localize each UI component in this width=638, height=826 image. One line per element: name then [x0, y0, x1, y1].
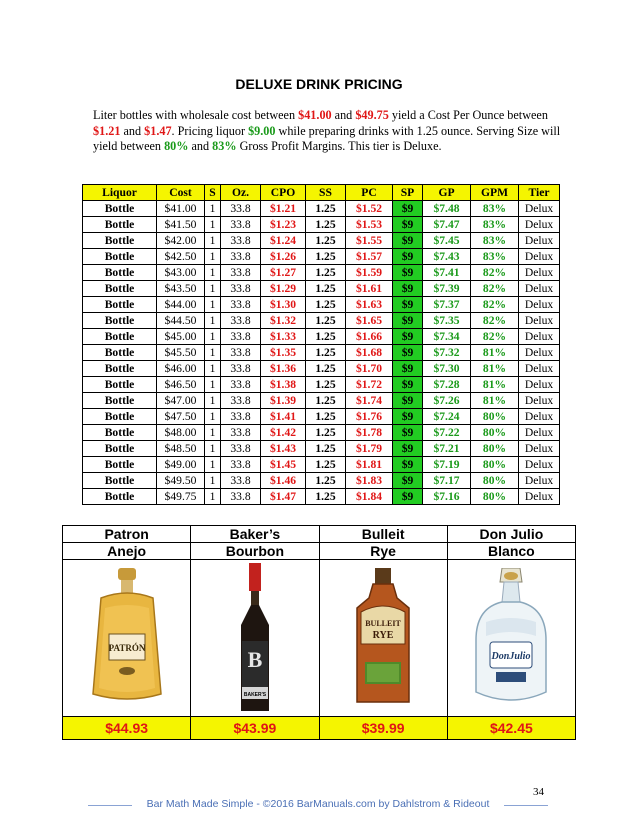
cell-ounces: 33.8	[221, 345, 261, 361]
table-row	[83, 441, 560, 457]
cell-pour-cost: $1.63	[346, 297, 393, 313]
cell-serving-size: 1.25	[306, 217, 346, 233]
bottle-price: $44.93	[63, 717, 191, 740]
table-row	[83, 345, 560, 361]
brand-name: Baker’s	[191, 526, 319, 543]
cpo-high: $1.47	[144, 123, 172, 138]
cell-gross-profit-margin: 81%	[471, 345, 519, 361]
cell-gross-profit: $7.39	[423, 281, 471, 297]
cell-gross-profit-margin: 80%	[471, 457, 519, 473]
table-row	[83, 489, 560, 505]
cell-ounces: 33.8	[221, 457, 261, 473]
cell-cost-per-ounce: $1.45	[261, 457, 306, 473]
cell-liquor: Bottle	[83, 345, 157, 361]
brand-name: Don Julio	[447, 526, 575, 543]
table-row	[83, 281, 560, 297]
cell-cost-per-ounce: $1.39	[261, 393, 306, 409]
cell-pour-cost: $1.57	[346, 249, 393, 265]
cell-selling-price: $9	[393, 393, 423, 409]
cell-tier: Delux	[519, 457, 560, 473]
cell-serving-size: 1.25	[306, 265, 346, 281]
cell-tier: Delux	[519, 297, 560, 313]
cell-liquor: Bottle	[83, 281, 157, 297]
cell-tier: Delux	[519, 473, 560, 489]
brand-name: Bulleit	[319, 526, 447, 543]
cell-servings: 1	[205, 377, 221, 393]
svg-text:BULLEIT: BULLEIT	[365, 619, 401, 628]
cell-tier: Delux	[519, 313, 560, 329]
table-row	[83, 329, 560, 345]
page-title: DELUXE DRINK PRICING	[235, 76, 403, 92]
type-row	[63, 543, 576, 560]
table-row	[83, 233, 560, 249]
table-row	[83, 265, 560, 281]
cell-serving-size: 1.25	[306, 393, 346, 409]
intro-text: and	[188, 139, 213, 153]
cell-pour-cost: $1.59	[346, 265, 393, 281]
table-row	[83, 457, 560, 473]
cell-servings: 1	[205, 409, 221, 425]
cell-selling-price: $9	[393, 249, 423, 265]
cell-serving-size: 1.25	[306, 233, 346, 249]
cell-cost-per-ounce: $1.36	[261, 361, 306, 377]
cell-servings: 1	[205, 249, 221, 265]
cell-liquor: Bottle	[83, 297, 157, 313]
intro-text: Gross Profit Margins. This tier is Deluxe.	[236, 139, 442, 153]
cell-gross-profit: $7.32	[423, 345, 471, 361]
svg-text:PATRÓN: PATRÓN	[108, 643, 145, 653]
cell-pour-cost: $1.76	[346, 409, 393, 425]
cell-selling-price: $9	[393, 345, 423, 361]
cell-pour-cost: $1.65	[346, 313, 393, 329]
cell-tier: Delux	[519, 393, 560, 409]
cell-cost: $44.50	[157, 313, 205, 329]
cell-cost: $42.00	[157, 233, 205, 249]
cell-servings: 1	[205, 313, 221, 329]
cell-cost-per-ounce: $1.29	[261, 281, 306, 297]
cell-cost-per-ounce: $1.43	[261, 441, 306, 457]
price-row	[63, 717, 576, 740]
cell-cost: $48.50	[157, 441, 205, 457]
patron-bottle-image	[63, 560, 191, 717]
cell-ounces: 33.8	[221, 393, 261, 409]
cell-cost: $45.50	[157, 345, 205, 361]
cell-gross-profit-margin: 83%	[471, 233, 519, 249]
page-number: 34	[533, 786, 544, 798]
cell-tier: Delux	[519, 329, 560, 345]
bottle-comparison-table	[62, 525, 576, 740]
cell-ounces: 33.8	[221, 297, 261, 313]
header-ounces: Oz.	[221, 185, 261, 201]
cell-cost: $47.50	[157, 409, 205, 425]
cell-pour-cost: $1.83	[346, 473, 393, 489]
intro-text: and	[331, 108, 356, 122]
cell-tier: Delux	[519, 377, 560, 393]
table-row	[83, 409, 560, 425]
liquor-type: Anejo	[63, 543, 191, 560]
cell-pour-cost: $1.84	[346, 489, 393, 505]
gpm-low: 80%	[164, 139, 189, 153]
cell-tier: Delux	[519, 425, 560, 441]
cell-ounces: 33.8	[221, 425, 261, 441]
intro-text: Liter bottles with wholesale cost between	[93, 108, 299, 122]
cell-ounces: 33.8	[221, 441, 261, 457]
cell-liquor: Bottle	[83, 489, 157, 505]
cell-pour-cost: $1.55	[346, 233, 393, 249]
cell-serving-size: 1.25	[306, 489, 346, 505]
cell-servings: 1	[205, 265, 221, 281]
cell-selling-price: $9	[393, 489, 423, 505]
cell-liquor: Bottle	[83, 409, 157, 425]
svg-text:DonJulio: DonJulio	[491, 651, 531, 662]
cell-selling-price: $9	[393, 457, 423, 473]
cell-cost-per-ounce: $1.33	[261, 329, 306, 345]
cell-liquor: Bottle	[83, 217, 157, 233]
cell-serving-size: 1.25	[306, 377, 346, 393]
cell-cost: $41.50	[157, 217, 205, 233]
liquor-type: Rye	[319, 543, 447, 560]
cell-tier: Delux	[519, 249, 560, 265]
table-row	[83, 249, 560, 265]
table-header-row	[83, 185, 560, 201]
cell-gross-profit: $7.37	[423, 297, 471, 313]
cell-servings: 1	[205, 281, 221, 297]
table-row	[83, 297, 560, 313]
cell-cost-per-ounce: $1.41	[261, 409, 306, 425]
cell-tier: Delux	[519, 409, 560, 425]
cell-gross-profit-margin: 80%	[471, 409, 519, 425]
cell-selling-price: $9	[393, 233, 423, 249]
header-selling-price: SP	[393, 185, 423, 201]
cell-cost: $49.50	[157, 473, 205, 489]
intro-text: while preparing drinks with 1.25 ounce. Serving Size will yield between	[93, 123, 561, 153]
price-value: $9.00	[248, 123, 276, 138]
cell-serving-size: 1.25	[306, 249, 346, 265]
table-row	[83, 217, 560, 233]
cell-cost-per-ounce: $1.32	[261, 313, 306, 329]
cell-gross-profit-margin: 80%	[471, 473, 519, 489]
cell-cost: $41.00	[157, 201, 205, 217]
liquor-type: Blanco	[447, 543, 575, 560]
cell-serving-size: 1.25	[306, 425, 346, 441]
cell-cost-per-ounce: $1.24	[261, 233, 306, 249]
cell-serving-size: 1.25	[306, 281, 346, 297]
cell-serving-size: 1.25	[306, 297, 346, 313]
cell-cost: $48.00	[157, 425, 205, 441]
cell-gross-profit-margin: 82%	[471, 329, 519, 345]
cell-gross-profit-margin: 80%	[471, 441, 519, 457]
don-julio-bottle-image	[447, 560, 575, 717]
cell-pour-cost: $1.52	[346, 201, 393, 217]
cell-tier: Delux	[519, 217, 560, 233]
cell-serving-size: 1.25	[306, 345, 346, 361]
cell-pour-cost: $1.74	[346, 393, 393, 409]
cell-pour-cost: $1.81	[346, 457, 393, 473]
cell-ounces: 33.8	[221, 313, 261, 329]
cell-tier: Delux	[519, 265, 560, 281]
cell-selling-price: $9	[393, 473, 423, 489]
cell-selling-price: $9	[393, 329, 423, 345]
cell-cost: $49.75	[157, 489, 205, 505]
table-row	[83, 201, 560, 217]
cell-liquor: Bottle	[83, 329, 157, 345]
cell-gross-profit: $7.30	[423, 361, 471, 377]
cell-pour-cost: $1.66	[346, 329, 393, 345]
cell-gross-profit: $7.47	[423, 217, 471, 233]
cell-cost: $43.00	[157, 265, 205, 281]
cell-servings: 1	[205, 393, 221, 409]
cell-servings: 1	[205, 233, 221, 249]
cell-selling-price: $9	[393, 425, 423, 441]
cell-liquor: Bottle	[83, 265, 157, 281]
cell-cost-per-ounce: $1.23	[261, 217, 306, 233]
cell-cost: $46.50	[157, 377, 205, 393]
cell-servings: 1	[205, 473, 221, 489]
header-serving-size: SS	[306, 185, 346, 201]
cell-serving-size: 1.25	[306, 409, 346, 425]
cell-liquor: Bottle	[83, 473, 157, 489]
cell-gross-profit: $7.43	[423, 249, 471, 265]
cell-gross-profit: $7.26	[423, 393, 471, 409]
cell-servings: 1	[205, 329, 221, 345]
cell-pour-cost: $1.79	[346, 441, 393, 457]
cell-pour-cost: $1.72	[346, 377, 393, 393]
cell-gross-profit-margin: 81%	[471, 393, 519, 409]
cell-tier: Delux	[519, 345, 560, 361]
cell-serving-size: 1.25	[306, 329, 346, 345]
cell-cost: $45.00	[157, 329, 205, 345]
cell-servings: 1	[205, 217, 221, 233]
brand-name: Patron	[63, 526, 191, 543]
intro-text: and	[120, 123, 145, 138]
cell-ounces: 33.8	[221, 489, 261, 505]
svg-text:RYE: RYE	[372, 630, 394, 641]
header-gross-profit: GP	[423, 185, 471, 201]
table-row	[83, 313, 560, 329]
cell-gross-profit: $7.48	[423, 201, 471, 217]
cell-cost: $42.50	[157, 249, 205, 265]
cell-selling-price: $9	[393, 377, 423, 393]
cell-ounces: 33.8	[221, 249, 261, 265]
cell-cost-per-ounce: $1.46	[261, 473, 306, 489]
cell-servings: 1	[205, 361, 221, 377]
cell-servings: 1	[205, 489, 221, 505]
header-servings: S	[205, 185, 221, 201]
cell-pour-cost: $1.70	[346, 361, 393, 377]
gpm-high: 83%	[212, 139, 237, 153]
cell-tier: Delux	[519, 489, 560, 505]
intro-text: . Pricing liquor	[171, 123, 249, 138]
cell-cost-per-ounce: $1.42	[261, 425, 306, 441]
cell-cost: $47.00	[157, 393, 205, 409]
cell-ounces: 33.8	[221, 329, 261, 345]
cell-servings: 1	[205, 345, 221, 361]
table-row	[83, 425, 560, 441]
bottle-price: $39.99	[319, 717, 447, 740]
header-gross-profit-margin: GPM	[471, 185, 519, 201]
footer-rule-right	[504, 805, 548, 806]
cell-pour-cost: $1.61	[346, 281, 393, 297]
cell-tier: Delux	[519, 201, 560, 217]
cell-selling-price: $9	[393, 297, 423, 313]
cell-gross-profit-margin: 80%	[471, 425, 519, 441]
image-row	[63, 560, 576, 717]
cell-ounces: 33.8	[221, 201, 261, 217]
header-tier: Tier	[519, 185, 560, 201]
cell-gross-profit: $7.41	[423, 265, 471, 281]
footer-text: Bar Math Made Simple - ©2016 BarManuals.com by Dahlstrom & Rideout	[146, 798, 490, 810]
cell-gross-profit-margin: 81%	[471, 361, 519, 377]
cell-gross-profit-margin: 82%	[471, 281, 519, 297]
cell-cost-per-ounce: $1.38	[261, 377, 306, 393]
cell-selling-price: $9	[393, 409, 423, 425]
cell-liquor: Bottle	[83, 313, 157, 329]
cell-gross-profit: $7.24	[423, 409, 471, 425]
cell-gross-profit-margin: 83%	[471, 201, 519, 217]
cell-liquor: Bottle	[83, 393, 157, 409]
cell-cost: $46.00	[157, 361, 205, 377]
pricing-table	[82, 184, 560, 505]
cell-gross-profit: $7.19	[423, 457, 471, 473]
intro-paragraph	[93, 108, 563, 155]
cell-cost-per-ounce: $1.30	[261, 297, 306, 313]
cell-liquor: Bottle	[83, 425, 157, 441]
cpo-low: $1.21	[93, 123, 121, 138]
cell-cost-per-ounce: $1.47	[261, 489, 306, 505]
cell-gross-profit: $7.34	[423, 329, 471, 345]
cell-ounces: 33.8	[221, 361, 261, 377]
cell-tier: Delux	[519, 281, 560, 297]
cell-selling-price: $9	[393, 313, 423, 329]
table-row	[83, 361, 560, 377]
brand-row	[63, 526, 576, 543]
cell-ounces: 33.8	[221, 233, 261, 249]
liquor-type: Bourbon	[191, 543, 319, 560]
cell-gross-profit-margin: 83%	[471, 217, 519, 233]
cell-cost: $49.00	[157, 457, 205, 473]
cell-ounces: 33.8	[221, 377, 261, 393]
bottle-price: $42.45	[447, 717, 575, 740]
cell-ounces: 33.8	[221, 217, 261, 233]
cell-liquor: Bottle	[83, 377, 157, 393]
cell-serving-size: 1.25	[306, 201, 346, 217]
cell-selling-price: $9	[393, 441, 423, 457]
cell-servings: 1	[205, 457, 221, 473]
cell-selling-price: $9	[393, 217, 423, 233]
table-row	[83, 393, 560, 409]
cell-gross-profit: $7.16	[423, 489, 471, 505]
cell-liquor: Bottle	[83, 457, 157, 473]
cell-liquor: Bottle	[83, 201, 157, 217]
cell-gross-profit: $7.17	[423, 473, 471, 489]
cell-liquor: Bottle	[83, 249, 157, 265]
cell-cost: $44.00	[157, 297, 205, 313]
intro-text: yield a Cost Per Ounce between	[388, 108, 548, 122]
cell-servings: 1	[205, 441, 221, 457]
cell-ounces: 33.8	[221, 281, 261, 297]
cell-gross-profit-margin: 80%	[471, 489, 519, 505]
cell-tier: Delux	[519, 233, 560, 249]
bottle-price: $43.99	[191, 717, 319, 740]
cell-servings: 1	[205, 425, 221, 441]
cell-ounces: 33.8	[221, 265, 261, 281]
cell-servings: 1	[205, 201, 221, 217]
header-cost: Cost	[157, 185, 205, 201]
cell-gross-profit: $7.35	[423, 313, 471, 329]
header-liquor: Liquor	[83, 185, 157, 201]
cell-gross-profit: $7.22	[423, 425, 471, 441]
cell-liquor: Bottle	[83, 441, 157, 457]
cell-ounces: 33.8	[221, 409, 261, 425]
cell-cost-per-ounce: $1.35	[261, 345, 306, 361]
cell-tier: Delux	[519, 441, 560, 457]
cell-selling-price: $9	[393, 265, 423, 281]
svg-text:BAKER'S: BAKER'S	[243, 692, 267, 698]
table-row	[83, 473, 560, 489]
cell-serving-size: 1.25	[306, 457, 346, 473]
cell-pour-cost: $1.78	[346, 425, 393, 441]
cell-gross-profit-margin: 82%	[471, 313, 519, 329]
cell-selling-price: $9	[393, 201, 423, 217]
cell-serving-size: 1.25	[306, 441, 346, 457]
bakers-bottle-image	[191, 560, 319, 717]
cell-gross-profit: $7.21	[423, 441, 471, 457]
cost-low: $41.00	[298, 108, 332, 122]
cell-selling-price: $9	[393, 361, 423, 377]
cell-gross-profit-margin: 82%	[471, 265, 519, 281]
cell-tier: Delux	[519, 361, 560, 377]
cell-gross-profit-margin: 81%	[471, 377, 519, 393]
cell-gross-profit: $7.45	[423, 233, 471, 249]
cost-high: $49.75	[355, 108, 389, 122]
header-cost-per-ounce: CPO	[261, 185, 306, 201]
svg-text:B: B	[247, 647, 263, 672]
cell-selling-price: $9	[393, 281, 423, 297]
cell-serving-size: 1.25	[306, 473, 346, 489]
cell-servings: 1	[205, 297, 221, 313]
header-pour-cost: PC	[346, 185, 393, 201]
cell-serving-size: 1.25	[306, 313, 346, 329]
cell-serving-size: 1.25	[306, 361, 346, 377]
cell-pour-cost: $1.53	[346, 217, 393, 233]
table-row	[83, 377, 560, 393]
cell-gross-profit: $7.28	[423, 377, 471, 393]
cell-cost-per-ounce: $1.21	[261, 201, 306, 217]
cell-gross-profit-margin: 83%	[471, 249, 519, 265]
cell-cost-per-ounce: $1.27	[261, 265, 306, 281]
cell-gross-profit-margin: 82%	[471, 297, 519, 313]
cell-cost: $43.50	[157, 281, 205, 297]
cell-ounces: 33.8	[221, 473, 261, 489]
cell-cost-per-ounce: $1.26	[261, 249, 306, 265]
cell-liquor: Bottle	[83, 233, 157, 249]
cell-liquor: Bottle	[83, 361, 157, 377]
bulleit-bottle-image	[319, 560, 447, 717]
cell-pour-cost: $1.68	[346, 345, 393, 361]
